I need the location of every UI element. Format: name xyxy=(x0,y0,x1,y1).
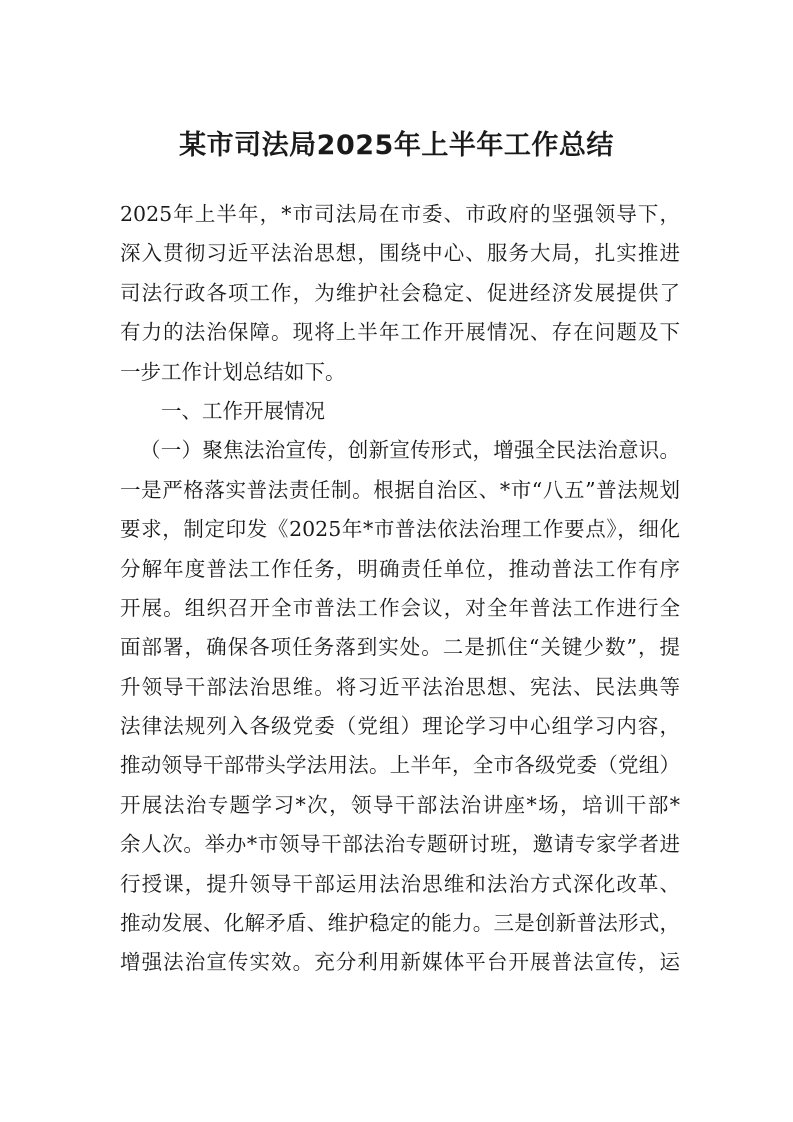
paragraph-line: 余人次。举办*市领导干部法治专题研讨班，邀请专家学者进 xyxy=(120,832,680,857)
paragraph-line: 推动发展、化解矛盾、维护稳定的能力。三是创新普法形式， xyxy=(120,911,680,936)
document-body xyxy=(120,195,680,983)
subsection-heading: （一）聚焦法治宣传，创新宣传形式，增强全民法治意识。 xyxy=(140,438,680,463)
paragraph-line: 一步工作计划总结如下。 xyxy=(120,359,346,384)
paragraph-line: 开展法治专题学习*次，领导干部法治讲座*场，培训干部* xyxy=(120,792,680,817)
paragraph-line: 2025年上半年，*市司法局在市委、市政府的坚强领导下， xyxy=(120,202,680,226)
paragraph-line: 深入贯彻习近平法治思想，围绕中心、服务大局，扎实推进 xyxy=(120,241,680,266)
paragraph-line: 分解年度普法工作任务，明确责任单位，推动普法工作有序 xyxy=(120,556,680,581)
section-heading: 一、工作开展情况 xyxy=(161,398,325,423)
paragraph-line: 升领导干部法治思维。将习近平法治思想、宪法、民法典等 xyxy=(120,674,680,699)
paragraph-line: 面部署，确保各项任务落到实处。二是抓住“关键少数”，提 xyxy=(120,635,680,660)
paragraph-line: 推动领导干部带头学法用法。上半年，全市各级党委（党组） xyxy=(120,753,680,778)
document-title: 某市司法局2025年上半年工作总结 xyxy=(179,130,614,161)
paragraph-line: 增强法治宣传实效。充分利用新媒体平台开展普法宣传，运 xyxy=(120,950,680,975)
paragraph-line: 有力的法治保障。现将上半年工作开展情况、存在问题及下 xyxy=(120,320,680,345)
paragraph-line: 开展。组织召开全市普法工作会议，对全年普法工作进行全 xyxy=(120,595,680,620)
paragraph-line: 法律法规列入各级党委（党组）理论学习中心组学习内容， xyxy=(120,714,680,739)
paragraph-line: 一是严格落实普法责任制。根据自治区、*市“八五”普法规划 xyxy=(120,477,680,502)
paragraph-line: 要求，制定印发《2025年*市普法依法治理工作要点》，细化 xyxy=(120,517,680,542)
paragraph-line: 行授课，提升领导干部运用法治思维和法治方式深化改革、 xyxy=(120,871,680,896)
paragraph-line: 司法行政各项工作，为维护社会稳定、促进经济发展提供了 xyxy=(120,280,680,305)
